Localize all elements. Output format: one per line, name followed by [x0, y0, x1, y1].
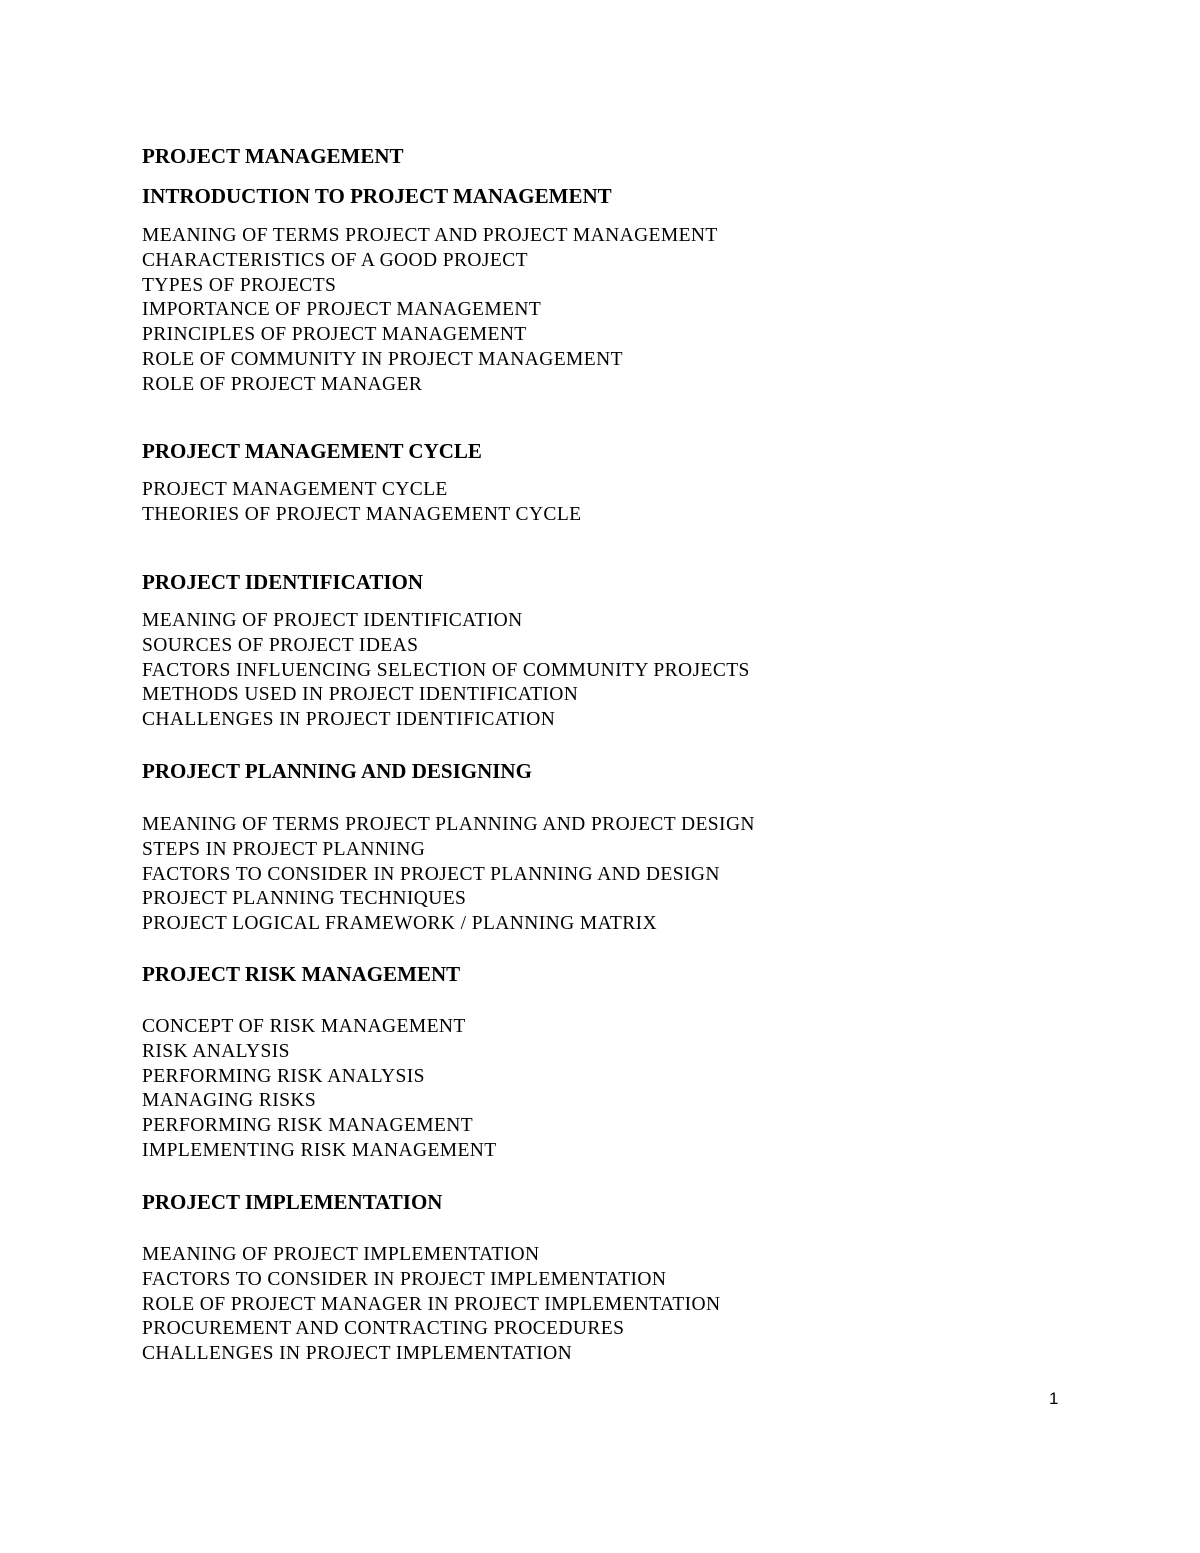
list-item: PERFORMING RISK MANAGEMENT	[142, 1115, 474, 1137]
list-item: PROJECT PLANNING TECHNIQUES	[142, 888, 467, 910]
list-item: CHALLENGES IN PROJECT IMPLEMENTATION	[142, 1343, 573, 1365]
list-item: IMPLEMENTING RISK MANAGEMENT	[142, 1139, 497, 1161]
list-item: STEPS IN PROJECT PLANNING	[142, 838, 426, 860]
section-list-risk	[142, 1015, 497, 1164]
list-item: MANAGING RISKS	[142, 1090, 317, 1112]
list-item: ROLE OF COMMUNITY IN PROJECT MANAGEMENT	[142, 348, 623, 370]
section-list-implementation	[142, 1243, 721, 1367]
section-heading-cycle: PROJECT MANAGEMENT CYCLE	[142, 439, 482, 463]
list-item: MEANING OF PROJECT IMPLEMENTATION	[142, 1244, 540, 1265]
section-list-identification	[142, 609, 750, 733]
list-item: CHALLENGES IN PROJECT IDENTIFICATION	[142, 709, 556, 731]
list-item: TYPES OF PROJECTS	[142, 274, 337, 296]
list-item: RISK ANALYSIS	[142, 1040, 290, 1062]
list-item: CHARACTERISTICS OF A GOOD PROJECT	[142, 249, 528, 271]
list-item: FACTORS TO CONSIDER IN PROJECT IMPLEMENTATION	[142, 1268, 667, 1290]
list-item: IMPORTANCE OF PROJECT MANAGEMENT	[142, 299, 542, 321]
list-item: MEANING OF TERMS PROJECT AND PROJECT MANAGEMENT	[142, 225, 718, 246]
list-item: ROLE OF PROJECT MANAGER	[142, 373, 423, 395]
list-item: PRINCIPLES OF PROJECT MANAGEMENT	[142, 324, 527, 346]
list-item: FACTORS INFLUENCING SELECTION OF COMMUNITY PROJECTS	[142, 659, 750, 681]
list-item: THEORIES OF PROJECT MANAGEMENT CYCLE	[142, 503, 582, 525]
list-item: PERFORMING RISK ANALYSIS	[142, 1065, 425, 1087]
list-item: CONCEPT OF RISK MANAGEMENT	[142, 1016, 466, 1037]
list-item: MEANING OF PROJECT IDENTIFICATION	[142, 610, 523, 631]
section-list-introduction	[142, 224, 718, 398]
section-list-planning	[142, 813, 755, 937]
section-heading-introduction: INTRODUCTION TO PROJECT MANAGEMENT	[142, 184, 612, 208]
section-heading-identification: PROJECT IDENTIFICATION	[142, 570, 424, 594]
section-list-cycle	[142, 478, 581, 528]
list-item: ROLE OF PROJECT MANAGER IN PROJECT IMPLEMENTATION	[142, 1293, 721, 1315]
list-item: SOURCES OF PROJECT IDEAS	[142, 634, 419, 656]
list-item: PROCUREMENT AND CONTRACTING PROCEDURES	[142, 1318, 625, 1340]
list-item: PROJECT MANAGEMENT CYCLE	[142, 479, 448, 500]
list-item: PROJECT LOGICAL FRAMEWORK / PLANNING MATRIX	[142, 913, 658, 935]
section-heading-implementation: PROJECT IMPLEMENTATION	[142, 1190, 443, 1214]
list-item: MEANING OF TERMS PROJECT PLANNING AND PROJECT DESIGN	[142, 814, 755, 835]
list-item: METHODS USED IN PROJECT IDENTIFICATION	[142, 684, 579, 706]
document-title: PROJECT MANAGEMENT	[142, 144, 404, 168]
page-number: 1	[1049, 1389, 1059, 1408]
section-heading-planning: PROJECT PLANNING AND DESIGNING	[142, 759, 532, 783]
section-heading-risk: PROJECT RISK MANAGEMENT	[142, 962, 461, 986]
list-item: FACTORS TO CONSIDER IN PROJECT PLANNING AND DESIGN	[142, 863, 720, 885]
